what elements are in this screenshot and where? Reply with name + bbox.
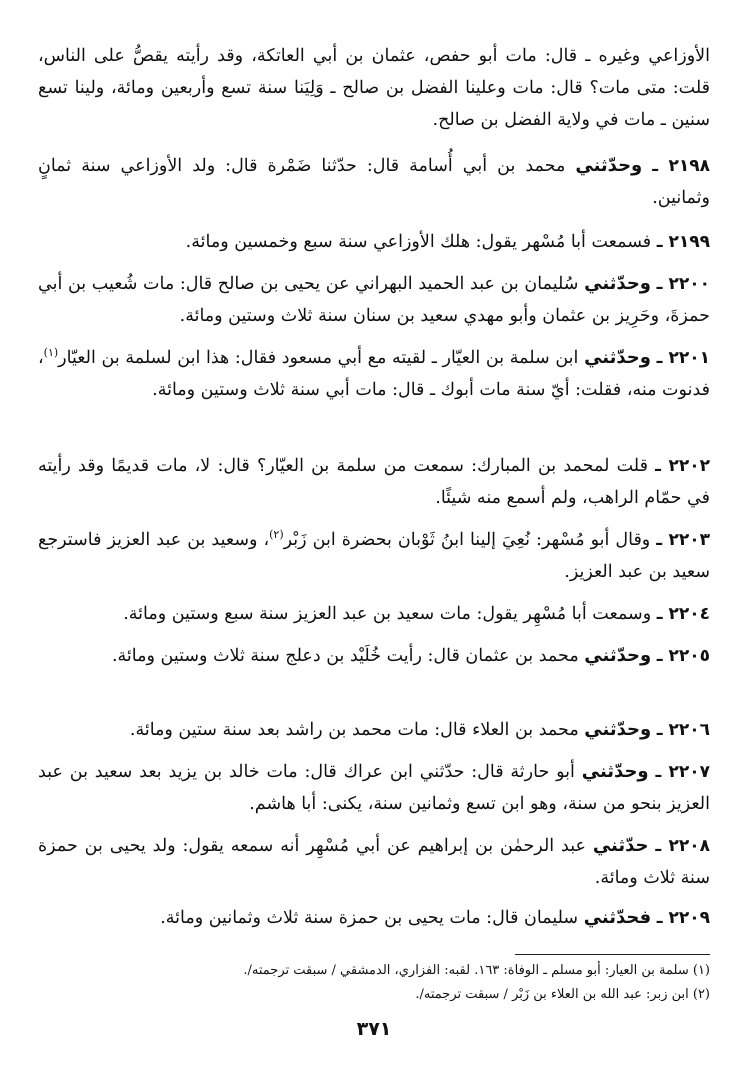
entry-number: ٢٢٠١ ـ: [656, 348, 710, 368]
entry-number: ٢٢٠٦ ـ: [656, 720, 710, 740]
entry-text-continued: ، فدنوت منه، فقلت: أيّ سنة مات أبوك ـ قال: مات أبي سنة ثلاث وستين ومائة.: [38, 348, 710, 400]
entry-keyword: حدّثني: [592, 835, 649, 856]
entry-keyword: وحدّثني: [584, 347, 651, 368]
entry-2207: [38, 756, 710, 820]
entry-keyword: فحدّثني: [583, 907, 652, 928]
entry-number: ٢٢٠٣ ـ: [656, 530, 710, 550]
entry-keyword: وحدّثني: [584, 273, 651, 294]
footnote-2: (٢) ابن زبر: عبد الله بن العلاء بن زَبْر / سبقت ترجمته/.: [415, 987, 710, 1002]
entry-text: فسمعت أبا مُسْهر يقول: هلك الأوزاعي سنة سبع وخمسين ومائة.: [185, 232, 652, 252]
entry-keyword: وحدّثني: [575, 155, 643, 176]
entry-2199: [38, 226, 710, 258]
entry-2198: [38, 150, 710, 214]
entry-text: محمد بن أبي أُسامة قال: حدّثنا ضَمْرة قال: ولد الأوزاعي سنة ثمانٍ وثمانين.: [38, 156, 710, 208]
entry-text: عبد الرحمٰن بن إبراهيم عن أبي مُسْهِر أنه سمعه يقول: ولد يحيى بن حمزة سنة ثلاث ومائة.: [38, 836, 710, 888]
entry-number: ٢١٩٩ ـ: [656, 232, 710, 252]
entry-2206: [38, 714, 710, 746]
entry-text: سليمان قال: مات يحيى بن حمزة سنة ثلاث وثمانين ومائة.: [160, 908, 579, 928]
entry-number: ٢٢٠٥ ـ: [656, 646, 710, 666]
entry-number: ٢٢٠٨ ـ: [655, 836, 710, 856]
entry-text: أبو حارثة قال: حدّثني ابن عراك قال: مات خالد بن يزيد بعد سعيد بن عبد العزيز بنحو من سنة، وهو ابن تسع وثمانين سنة، يكنى: أبا هاشم.: [38, 762, 710, 814]
footnote-ref-2[interactable]: (٢): [269, 528, 284, 542]
footnote-1: (١) سلمة بن العيار: أبو مسلم ـ الوفاة: ١٦٣. لقبه: الفزاري، الدمشقي / سبقت ترجمته/.: [243, 963, 710, 978]
entry-2205: [38, 640, 710, 672]
entry-number: ٢٢٠٩ ـ: [656, 908, 710, 928]
entry-number: ٢٢٠٤ ـ: [656, 604, 710, 624]
entry-2200: [38, 268, 710, 332]
entry-text: ابن سلمة بن العيّار ـ لقيته مع أبي مسعود فقال: هذا ابن لسلمة بن العيّار: [58, 348, 579, 368]
entry-number: ٢١٩٨ ـ: [652, 156, 710, 176]
entry-2208: [38, 830, 710, 894]
entry-number: ٢٢٠٢ ـ: [655, 456, 710, 476]
entry-2202: [38, 450, 710, 514]
entry-2209: [38, 902, 710, 934]
entry-text: محمد بن العلاء قال: مات محمد بن راشد بعد سنة ستين ومائة.: [129, 720, 579, 740]
entry-number: ٢٢٠٧ ـ: [655, 762, 710, 782]
footnote-ref-1[interactable]: (١): [43, 346, 59, 360]
page-number: ٣٧١: [356, 1018, 392, 1040]
entry-number: ٢٢٠٠ ـ: [656, 274, 710, 294]
book-page: [38, 40, 710, 1060]
entry-text: وقال أبو مُسْهر: نُعِيَ إلينا ابنُ ثَوْبان بحضرة ابن زَبْر: [283, 530, 651, 550]
entry-text: محمد بن عثمان قال: رأيت خُلَيْد بن دعلج سنة ثلاث وستين ومائة.: [111, 646, 579, 666]
entry-keyword: وحدّثني: [581, 761, 649, 782]
entry-2204: [38, 598, 710, 630]
intro-paragraph: الأوزاعي وغيره ـ قال: مات أبو حفص، عثمان بن أبي العاتكة، وقد رأيته يقصُّ على الناس، قلت: متى مات؟ قال: مات وعلينا الفضل بن صالح ـ وَلِيَنا سنة تسع وأربعين ومائة، ولينا تسع سنين ـ مات في ولاية الفضل بن صالح.: [38, 46, 710, 130]
footnote-divider: [515, 954, 710, 955]
entry-text: سُليمان بن عبد الحميد البهراني عن يحيى بن صالح قال: مات شُعيب بن أبي حمزةَ، وحَرِيز بن عثمان وأبو مهدي سعيد بن سنان سنة ثلاث وستين ومائة.: [38, 274, 710, 326]
entry-2201: [38, 342, 710, 406]
entry-keyword: وحدّثني: [584, 719, 652, 740]
entry-keyword: وحدّثني: [584, 645, 652, 666]
entry-text: وسمعت أبا مُسْهِر يقول: مات سعيد بن عبد العزيز سنة سبع وستين ومائة.: [123, 604, 652, 624]
entry-2203: [38, 524, 710, 588]
entry-text: قلت لمحمد بن المبارك: سمعت من سلمة بن العيّار؟ قال: لا، مات قديمًا وقد رأيته في حمّام الراهب، ولم أسمع منه شيئًا.: [38, 456, 710, 508]
entry-text-continued: ، وسعيد بن عبد العزيز فاسترجع سعيد بن عبد العزيز.: [38, 530, 710, 582]
